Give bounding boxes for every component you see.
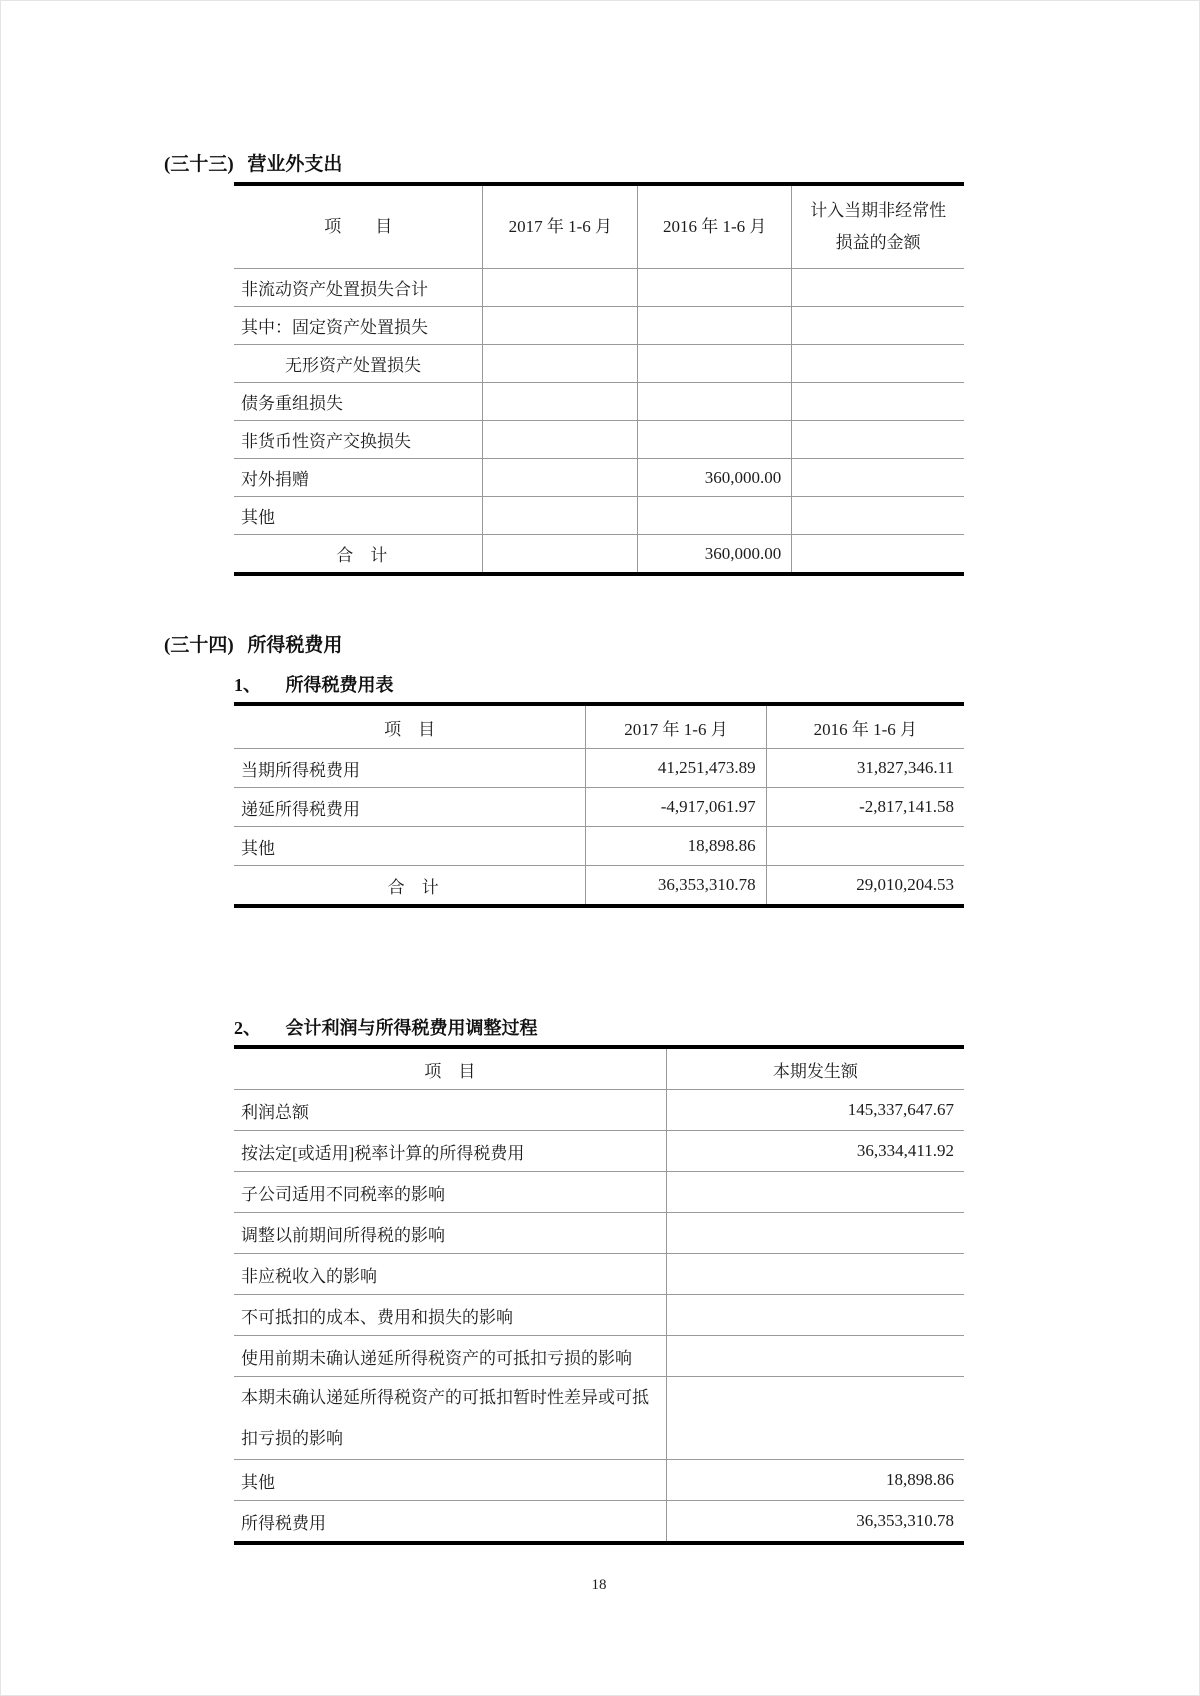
header-row xyxy=(234,704,964,749)
page-number: 18 xyxy=(591,1577,607,1593)
section-34-number: (三十四) xyxy=(164,635,234,656)
section-34-title: 所得税费用 xyxy=(247,635,343,656)
subsection-1-heading xyxy=(234,671,1199,697)
value-cell xyxy=(666,1336,964,1377)
subsection-2-title: 会计利润与所得税费用调整过程 xyxy=(285,1018,538,1038)
item-label-cell: 合 计 xyxy=(234,866,586,907)
header-row xyxy=(234,1047,964,1090)
table-row xyxy=(234,1172,964,1213)
total-row xyxy=(234,866,964,907)
value-cell xyxy=(638,269,792,307)
value-cell xyxy=(638,383,792,421)
value-cell xyxy=(483,307,638,345)
item-label-cell: 对外捐赠 xyxy=(234,459,483,497)
value-cell xyxy=(483,535,638,575)
value-cell xyxy=(638,345,792,383)
header-row xyxy=(234,184,964,269)
value-cell: 360,000.00 xyxy=(638,535,792,575)
column-header: 2016 年 1-6 月 xyxy=(638,184,792,269)
item-label-cell: 合 计 xyxy=(234,535,483,575)
value-cell: -2,817,141.58 xyxy=(766,788,964,827)
value-cell xyxy=(792,269,964,307)
table-row xyxy=(234,1336,964,1377)
value-cell: 18,898.86 xyxy=(586,827,766,866)
column-header: 2017 年 1-6 月 xyxy=(586,704,766,749)
table-row xyxy=(234,1295,964,1336)
value-cell xyxy=(666,1213,964,1254)
value-cell xyxy=(666,1295,964,1336)
item-label-cell: 其他 xyxy=(234,827,586,866)
table-row xyxy=(234,827,964,866)
value-cell xyxy=(666,1377,964,1460)
column-header: 2017 年 1-6 月 xyxy=(483,184,638,269)
table-row xyxy=(234,459,964,497)
value-cell: 145,337,647.67 xyxy=(666,1090,964,1131)
value-cell xyxy=(792,307,964,345)
value-cell xyxy=(483,345,638,383)
item-label-cell: 利润总额 xyxy=(234,1090,666,1131)
subsection-2-heading xyxy=(234,1014,1199,1040)
value-cell xyxy=(483,459,638,497)
table-row xyxy=(234,1501,964,1544)
column-header: 计入当期非经常性 损益的金额 xyxy=(792,184,964,269)
table-row xyxy=(234,383,964,421)
table-row xyxy=(234,1254,964,1295)
item-label-cell: 无形资产处置损失 xyxy=(234,345,483,383)
value-cell xyxy=(666,1172,964,1213)
value-cell xyxy=(483,497,638,535)
value-cell xyxy=(483,421,638,459)
value-cell xyxy=(792,383,964,421)
section-34-heading xyxy=(164,630,1199,657)
column-header: 项 目 xyxy=(234,704,586,749)
table-row xyxy=(234,788,964,827)
section-33-title: 营业外支出 xyxy=(247,154,343,175)
value-cell: 36,353,310.78 xyxy=(856,1511,954,1530)
value-cell: -4,917,061.97 xyxy=(586,788,766,827)
subsection-2-number: 2、 xyxy=(234,1018,261,1038)
item-label-cell: 按法定[或适用]税率计算的所得税费用 xyxy=(234,1131,666,1172)
value-cell: 29,010,204.53 xyxy=(856,875,954,894)
item-label-cell: 其他 xyxy=(234,1460,666,1501)
value-cell xyxy=(792,497,964,535)
column-header: 项 目 xyxy=(234,1047,666,1090)
item-label-cell: 使用前期未确认递延所得税资产的可抵扣亏损的影响 xyxy=(234,1336,666,1377)
value-cell: 36,353,310.78 xyxy=(586,866,766,907)
item-label-cell: 所得税费用 xyxy=(234,1501,666,1544)
table-row xyxy=(234,307,964,345)
total-row xyxy=(234,535,964,575)
value-cell xyxy=(792,421,964,459)
value-cell xyxy=(638,497,792,535)
table-row xyxy=(234,421,964,459)
column-header: 本期发生额 xyxy=(666,1047,964,1090)
item-label-cell: 其中：固定资产处置损失 xyxy=(234,307,483,345)
item-label-cell: 子公司适用不同税率的影响 xyxy=(234,1172,666,1213)
item-label-cell: 调整以前期间所得税的影响 xyxy=(234,1213,666,1254)
column-header: 2016 年 1-6 月 xyxy=(766,704,964,749)
item-label-cell: 其他 xyxy=(234,497,483,535)
page-content xyxy=(1,1,1199,1594)
table-row xyxy=(234,1213,964,1254)
item-label-cell: 非货币性资产交换损失 xyxy=(234,421,483,459)
item-label-cell: 递延所得税费用 xyxy=(234,788,586,827)
table-row xyxy=(234,1377,964,1460)
section-33-number: (三十三) xyxy=(164,154,234,175)
subsection-1-number: 1、 xyxy=(234,675,261,695)
value-cell: 41,251,473.89 xyxy=(586,749,766,788)
table-row xyxy=(234,269,964,307)
value-cell xyxy=(638,307,792,345)
value-cell xyxy=(792,345,964,383)
item-label-cell: 当期所得税费用 xyxy=(234,749,586,788)
table-row xyxy=(234,1090,964,1131)
value-cell: 360,000.00 xyxy=(638,459,792,497)
value-cell xyxy=(666,1254,964,1295)
item-label-cell: 不可抵扣的成本、费用和损失的影响 xyxy=(234,1295,666,1336)
tax-reconciliation-table xyxy=(234,1045,964,1545)
value-cell xyxy=(483,383,638,421)
value-cell xyxy=(792,459,964,497)
value-cell: 36,334,411.92 xyxy=(666,1131,964,1172)
value-cell: 18,898.86 xyxy=(666,1460,964,1501)
value-cell xyxy=(766,827,964,866)
table-row xyxy=(234,1131,964,1172)
subsection-1-title: 所得税费用表 xyxy=(285,675,394,695)
income-tax-expense-table xyxy=(234,702,964,908)
table-row xyxy=(234,497,964,535)
value-cell: 31,827,346.11 xyxy=(766,749,964,788)
table-row xyxy=(234,345,964,383)
item-label-cell: 非流动资产处置损失合计 xyxy=(234,269,483,307)
section-33-heading xyxy=(164,149,1199,176)
table-row xyxy=(234,749,964,788)
item-label-cell: 非应税收入的影响 xyxy=(234,1254,666,1295)
item-label-cell: 本期未确认递延所得税资产的可抵扣暂时性差异或可抵扣亏损的影响 xyxy=(234,1377,666,1460)
item-label-cell: 债务重组损失 xyxy=(234,383,483,421)
value-cell xyxy=(792,535,964,575)
column-header: 项 目 xyxy=(234,184,483,269)
value-cell xyxy=(483,269,638,307)
table-row xyxy=(234,1460,964,1501)
nonoperating-expenses-table xyxy=(234,182,964,576)
value-cell xyxy=(638,421,792,459)
